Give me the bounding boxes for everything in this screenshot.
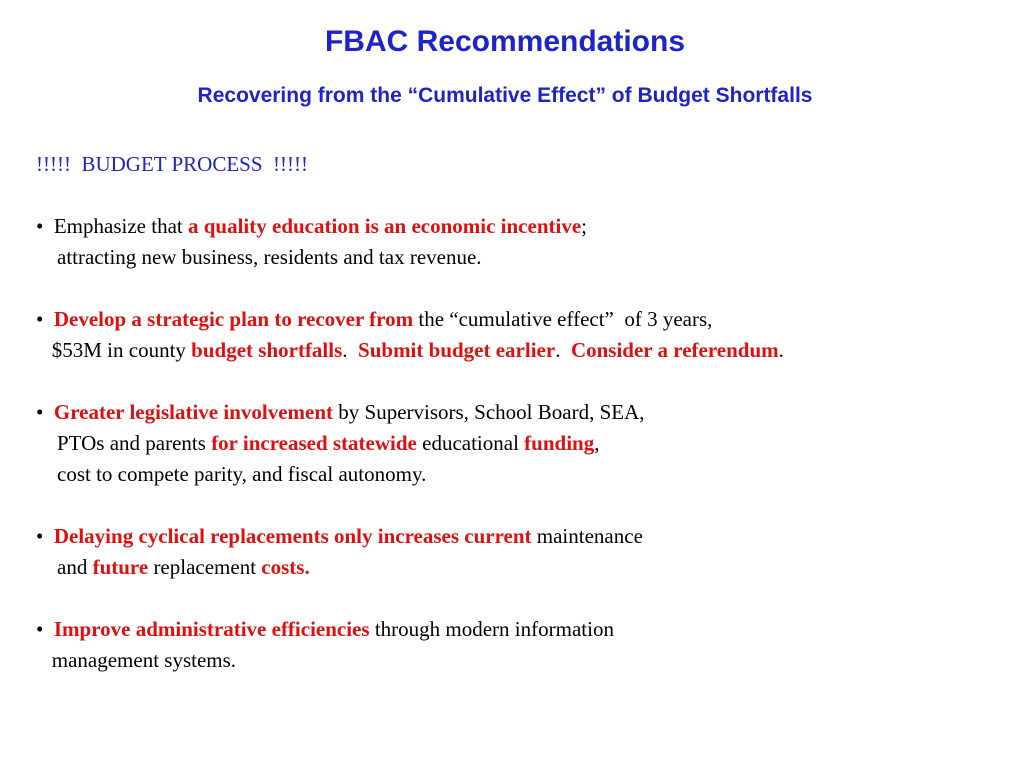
- body-text: •: [36, 400, 54, 424]
- body-text: cost to compete parity, and fiscal autonomy.: [36, 462, 427, 486]
- body-text: •: [36, 307, 54, 331]
- bullet-line: [36, 428, 996, 459]
- highlighted-text: Consider a referendum: [570, 338, 779, 362]
- bullet-item: [36, 521, 996, 583]
- body-text: maintenance: [531, 524, 643, 548]
- highlighted-text: for increased statewide: [211, 431, 417, 455]
- highlighted-text: Develop a strategic plan to recover from: [53, 307, 414, 331]
- body-text: replacement: [148, 555, 262, 579]
- body-text: through modern information: [369, 617, 614, 641]
- highlighted-text: future: [92, 555, 149, 579]
- highlighted-text: Improve administrative efficiencies: [53, 617, 370, 641]
- bullet-line: [36, 521, 996, 552]
- body-text: the “cumulative effect” of 3 years,: [413, 307, 713, 331]
- spacer: [36, 366, 996, 397]
- body-text: .: [778, 338, 784, 362]
- highlighted-text: costs.: [261, 555, 310, 579]
- bullet-line: [36, 645, 996, 676]
- spacer: [36, 273, 996, 304]
- slide-subtitle: Recovering from the “Cumulative Effect” of Budget Shortfalls: [197, 84, 813, 107]
- body-text: ;: [581, 214, 587, 238]
- bullet-list: [36, 180, 996, 676]
- highlighted-text: budget shortfalls: [191, 338, 343, 362]
- slide-title: FBAC Recommendations: [324, 25, 686, 58]
- body-text: •: [36, 524, 54, 548]
- body-text: • Emphasize that: [36, 214, 188, 238]
- bullet-item: [36, 614, 996, 676]
- bullet-line: [36, 614, 996, 645]
- body-text: •: [36, 617, 54, 641]
- bullet-line: [36, 459, 996, 490]
- body-text: .: [342, 338, 359, 362]
- bullet-line: [36, 397, 996, 428]
- bullet-line: [36, 211, 996, 242]
- spacer: [36, 490, 996, 521]
- body-text: educational: [416, 431, 525, 455]
- section-heading: !!!!! BUDGET PROCESS !!!!!: [36, 152, 309, 176]
- body-text: and: [36, 555, 93, 579]
- highlighted-text: funding: [524, 431, 595, 455]
- bullet-item: [36, 211, 996, 273]
- highlighted-text: a quality education is an economic incentive: [187, 214, 582, 238]
- bullet-line: [36, 335, 996, 366]
- body-text: attracting new business, residents and tax revenue.: [36, 245, 482, 269]
- highlighted-text: Submit budget earlier: [358, 338, 556, 362]
- bullet-line: [36, 552, 996, 583]
- body-text: PTOs and parents: [36, 431, 212, 455]
- body-text: management systems.: [36, 648, 237, 672]
- spacer: [36, 180, 996, 211]
- bullet-item: [36, 397, 996, 490]
- bullet-line: [36, 242, 996, 273]
- body-text: .: [555, 338, 571, 362]
- highlighted-text: Delaying cyclical replacements only increases current: [53, 524, 532, 548]
- bullet-item: [36, 304, 996, 366]
- highlighted-text: Greater legislative involvement: [53, 400, 334, 424]
- slide-body: [36, 149, 996, 676]
- body-text: by Supervisors, School Board, SEA,: [333, 400, 645, 424]
- spacer: [36, 583, 996, 614]
- body-text: $53M in county: [36, 338, 192, 362]
- body-text: ,: [594, 431, 600, 455]
- bullet-line: [36, 304, 996, 335]
